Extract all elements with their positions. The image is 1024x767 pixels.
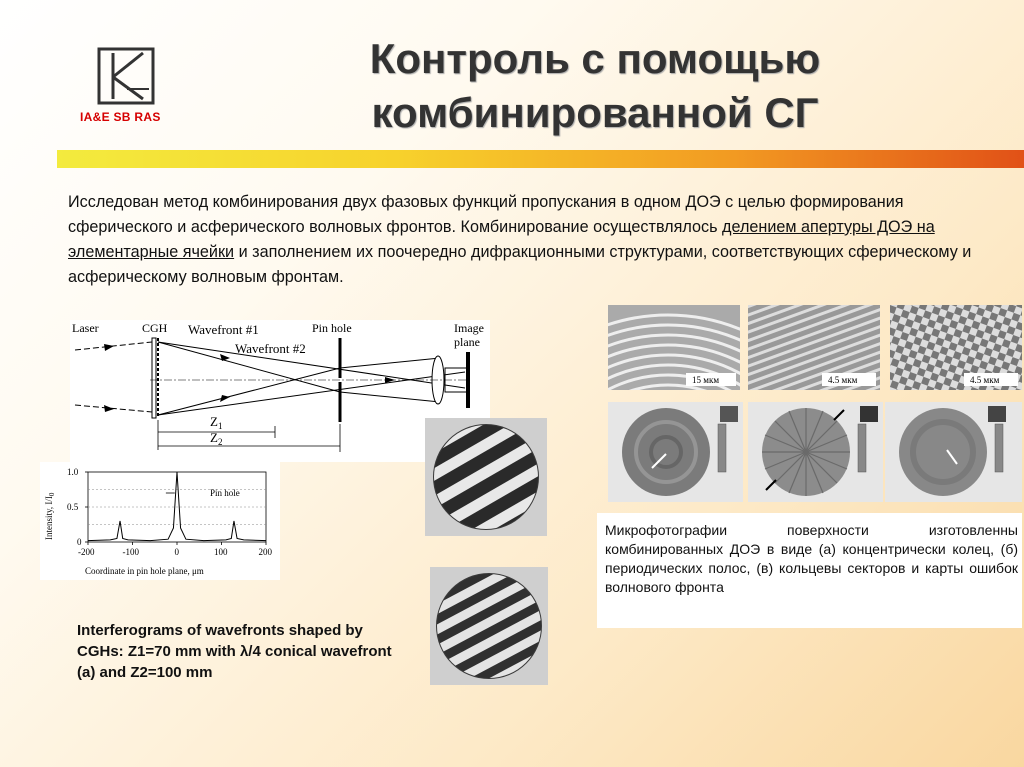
chart-legend: Pin hole	[210, 488, 240, 498]
laser-beam-bottom	[75, 405, 152, 412]
arrow-icon	[766, 480, 776, 490]
chart-xlabel: Coordinate in pin hole plane, μm	[85, 566, 204, 576]
fringe-pattern	[425, 418, 547, 536]
chart-xtick-label: 100	[214, 547, 228, 557]
title-line-1: Контроль с помощью	[369, 35, 821, 82]
chart-ytick-label: 0.5	[67, 502, 79, 512]
micro-scale-2: 4.5 мкм	[828, 375, 858, 385]
label-image-2: plane	[454, 335, 480, 349]
error-map-a	[608, 402, 743, 502]
interferogram-a	[425, 418, 547, 536]
chart-xtick-label: -100	[122, 547, 139, 557]
micrograph-sectors	[890, 305, 1022, 390]
cgh-element	[152, 338, 156, 418]
institute-logo	[97, 47, 155, 105]
arrow-icon	[104, 344, 114, 351]
micrograph-rings	[608, 305, 740, 390]
error-map-c	[885, 402, 1022, 502]
chart-xtick-label: 0	[174, 547, 179, 557]
intro-underlined: делением апертуры ДОЭ на элементарные ячейки	[68, 218, 935, 261]
micrograph-caption-box	[597, 513, 1022, 628]
chart-xtick-label: 200	[258, 547, 272, 557]
label-wavefront-2: Wavefront #2	[235, 341, 306, 356]
arrow-icon	[220, 395, 230, 402]
title-line-2: комбинированной СГ	[371, 89, 819, 136]
chart-ytick-label: 1.0	[67, 467, 79, 477]
micro-scale-3: 4.5 мкм	[970, 375, 1000, 385]
arrow-icon	[104, 405, 114, 412]
label-pinhole: Pin hole	[312, 321, 352, 335]
intro-text-2: и заполнением их поочередно дифракционными структурами, соответствующих сферическому и асферическому волновым фронтам.	[68, 243, 972, 286]
intro-paragraph	[68, 190, 973, 290]
interferogram-b	[430, 567, 548, 685]
chart-series-line	[88, 472, 266, 541]
chart-ylabel: Intensity, $I/I_0$	[44, 492, 56, 540]
chart-plot-area	[67, 467, 273, 557]
interferogram-caption: Interferograms of wavefronts shaped by CGHs: Z1=70 mm with λ/4 conical wavefront (a) and Z2=100 mm	[77, 622, 392, 681]
label-wavefront-1: Wavefront #1	[188, 322, 259, 337]
arrow-icon	[834, 410, 844, 420]
micrograph-stripes	[748, 305, 880, 390]
chart-xtick-label: -200	[78, 547, 95, 557]
error-map-b	[748, 402, 883, 502]
label-image-1: Image	[454, 321, 484, 335]
micrograph-caption: Микрофотографии поверхности изготовленны комбинированных ДОЭ в виде (а) концентрически колец, (б) периодических полос, (в) кольцевы секторов и карты ошибок волнового фронта	[605, 522, 1018, 595]
micro-scale-1: 15 мкм	[692, 375, 720, 385]
label-cgh: CGH	[142, 321, 168, 335]
label-laser: Laser	[72, 321, 99, 335]
logo-text: IA&E SB RAS	[80, 110, 161, 124]
label-z2: $Z_2$	[210, 430, 223, 447]
intensity-chart	[40, 462, 280, 580]
label-z1: $Z_1$	[210, 414, 223, 431]
chart-ytick-label: 0	[77, 537, 82, 547]
fringe-pattern	[430, 567, 548, 685]
intro-text-1: Исследован метод комбинирования двух фазовых функций пропускания в одном ДОЭ с целью формирования сферического и асферического волновых фронтов. Комбинирование осуществлялось	[68, 193, 904, 236]
title-underline-bar	[57, 150, 1024, 168]
page-title	[300, 32, 890, 140]
